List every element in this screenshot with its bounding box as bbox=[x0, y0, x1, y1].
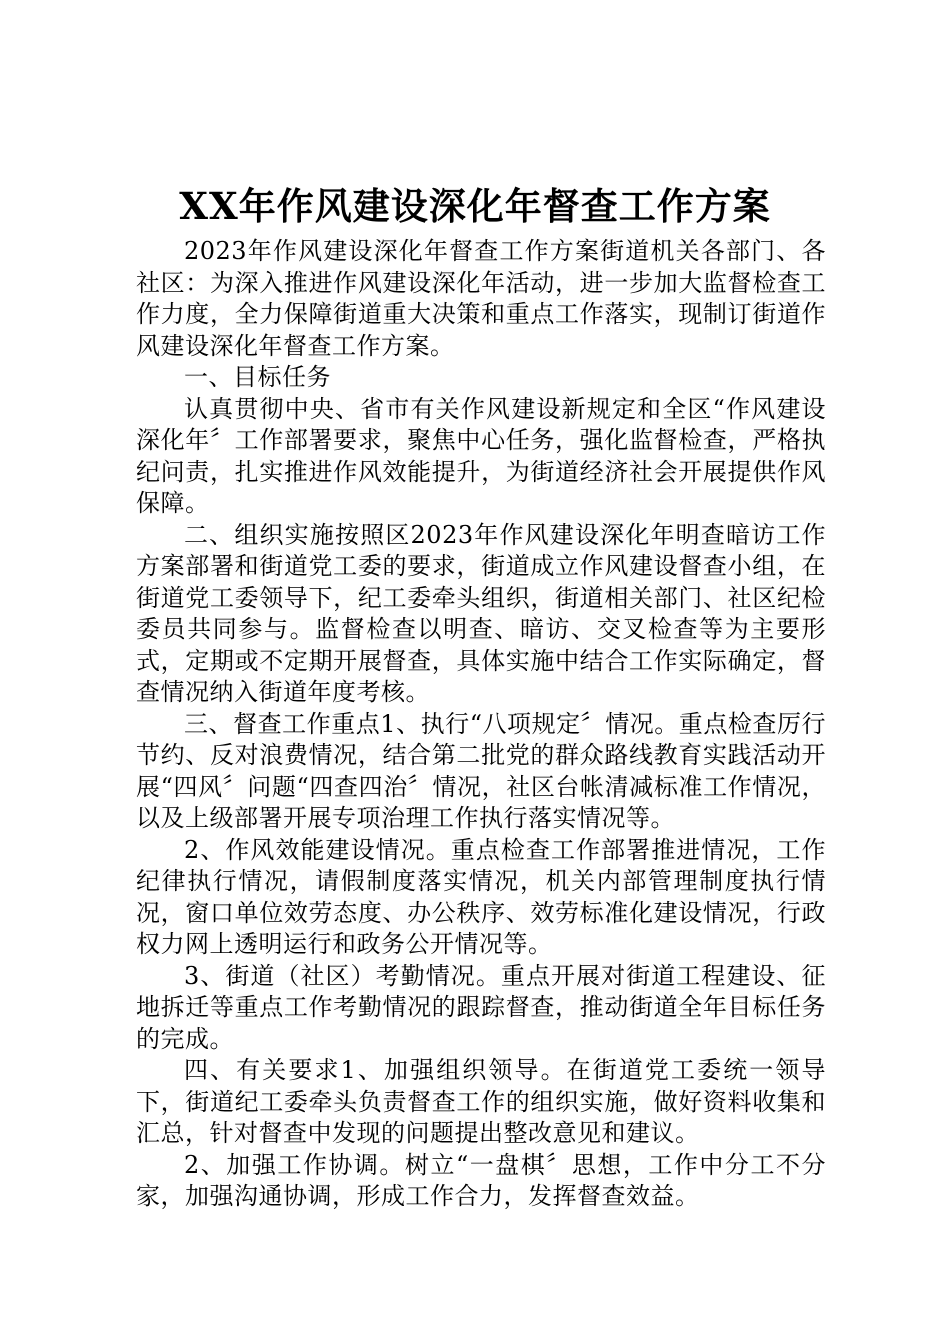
paragraph-section-4-item-1: 四、有关要求1、加强组织领导。在街道党工委统一领导下，街道纪工委牵头负责督查工作的组织实施，做好资料收集和汇总，针对督查中发现的问题提出整改意见和建议。 bbox=[136, 1056, 826, 1147]
paragraph-section-3-item-1: 三、督查工作重点1、执行“八项规定〞情况。重点检查厉行节约、反对浪费情况，结合第二批党的群众路线教育实践活动开展“四风〞问题“四查四治〞情况，社区台帐清减标准工作情况，以及上级部署开展专项治理工作执行落实情况等。 bbox=[136, 709, 826, 832]
document-title: XX年作风建设深化年督查工作方案 bbox=[179, 184, 771, 228]
paragraph-intro: 2023年作风建设深化年督查工作方案街道机关各部门、各社区：为深入推进作风建设深化年活动，进一步加大监督检查工作力度，全力保障街道重大决策和重点工作落实，现制订街道作风建设深化年督查工作方案。 bbox=[136, 237, 826, 360]
paragraph-section-3-item-2: 2、作风效能建设情况。重点检查工作部署推进情况，工作纪律执行情况，请假制度落实情况，机关内部管理制度执行情况，窗口单位效劳态度、办公秩序、效劳标准化建设情况，行政权力网上透明运行和政务公开情况等。 bbox=[136, 835, 826, 958]
paragraph-section-1-heading: 一、目标任务 bbox=[184, 363, 331, 391]
paragraph-section-4-item-2: 2、加强工作协调。树立“一盘棋〞思想，工作中分工不分家，加强沟通协调，形成工作合力，发挥督查效益。 bbox=[136, 1150, 826, 1210]
document-body bbox=[136, 236, 826, 1213]
paragraph-section-3-item-3: 3、街道（社区）考勤情况。重点开展对街道工程建设、征地拆迁等重点工作考勤情况的跟踪督查，推动街道全年目标任务的完成。 bbox=[136, 961, 826, 1053]
paragraph-section-2: 二、组织实施按照区2023年作风建设深化年明查暗访工作方案部署和街道党工委的要求，街道成立作风建设督查小组，在街道党工委领导下，纪工委牵头组织，街道相关部门、社区纪检委员共同参与。监督检查以明查、暗访、交叉检查等为主要形式，定期或不定期开展督查，具体实施中结合工作实际确定，督查情况纳入街道年度考核。 bbox=[136, 520, 826, 706]
paragraph-section-1-body: 认真贯彻中央、省市有关作风建设新规定和全区“作风建设深化年〞工作部署要求，聚焦中心任务，强化监督检查，严格执纪问责，扎实推进作风效能提升，为街道经济社会开展提供作风保障。 bbox=[136, 394, 826, 517]
